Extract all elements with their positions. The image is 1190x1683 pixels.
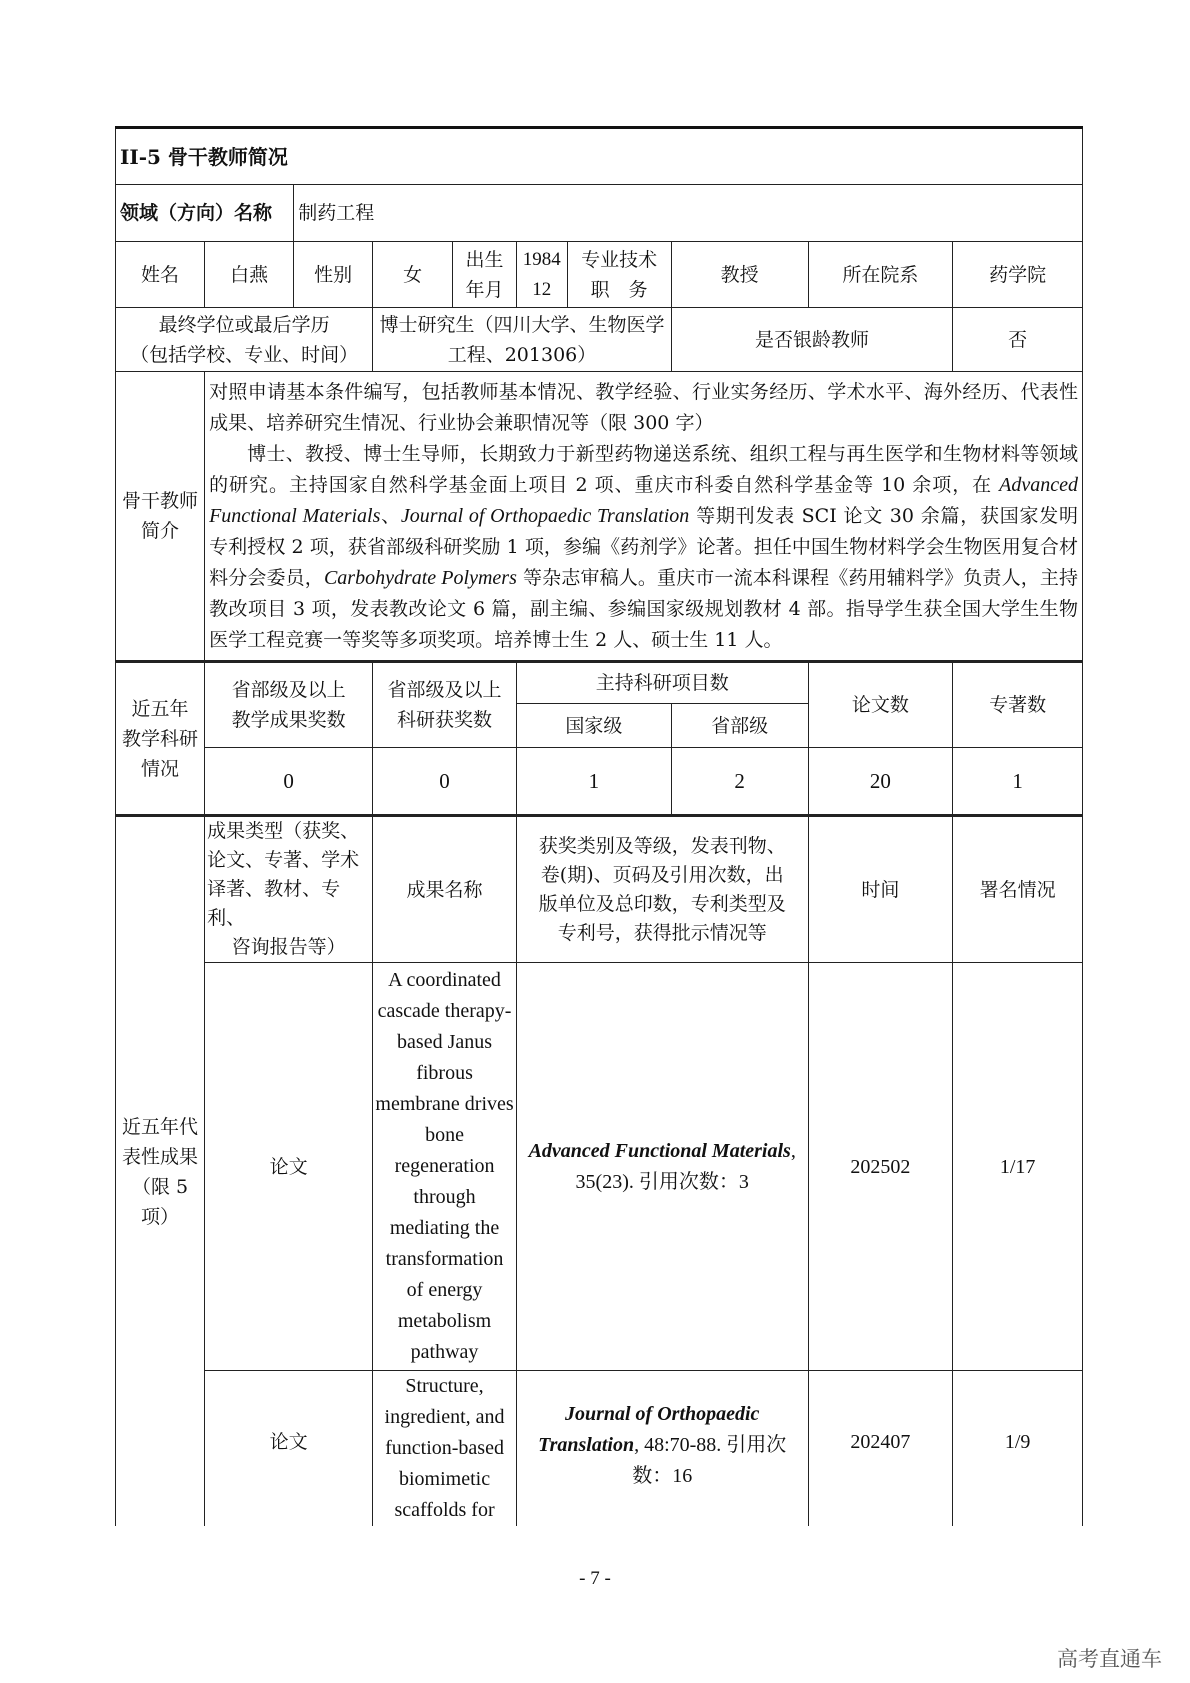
degree-label bbox=[116, 308, 373, 372]
page-number: - 7 - bbox=[579, 1568, 611, 1589]
gender-value: 女 bbox=[373, 242, 453, 308]
achievement-title: Structure, ingredient, and function-based biomimetic scaffolds for bbox=[373, 1371, 517, 1527]
h-type-2: 论文、专著、学术 bbox=[207, 849, 360, 871]
birth-year: 1984 bbox=[522, 248, 561, 270]
achievements-label bbox=[116, 816, 205, 1527]
val-books: 1 bbox=[953, 748, 1083, 816]
intro-journal-3: Carbohydrate Polymers bbox=[323, 566, 517, 589]
title-label-line-2: 职 务 bbox=[590, 278, 648, 301]
intro-label-line-2: 简介 bbox=[141, 520, 180, 542]
achievement-title: A coordinated cascade therapy-based Janus fibrous membrane drives bone regeneration through mediating the transformation of energy metabolism pathway bbox=[373, 963, 517, 1371]
field-label: 领域（方向）名称 bbox=[116, 185, 294, 242]
section-title: II-5 骨干教师简况 bbox=[116, 128, 1083, 185]
name-label: 姓名 bbox=[116, 242, 205, 308]
intro-journal-1: Advanced Functional Materials bbox=[209, 473, 1078, 527]
intro-text-2: 等期刊发表 SCI 论文 30 余篇，获国家发明专利授权 2 项，获省部级科研奖励 1 项，参编《药剂学》论著。担任中国生物材料学会生物医用复合材料分会委员， bbox=[209, 504, 1079, 589]
birth-value bbox=[516, 242, 567, 308]
degree-value-line-2: 工程、201306） bbox=[447, 343, 597, 366]
achievement-type: 论文 bbox=[205, 1371, 373, 1527]
h-teach-awards bbox=[205, 662, 373, 748]
achievements-label-1: 近五年代 bbox=[122, 1115, 199, 1138]
achievement-citation: , 35(23). 引用次数：3 bbox=[575, 1139, 796, 1193]
achievement-row bbox=[116, 1371, 1083, 1527]
h-teach-1: 省部级及以上 bbox=[231, 679, 346, 701]
achievement-sign: 1/9 bbox=[953, 1371, 1083, 1527]
h-papers: 论文数 bbox=[808, 662, 953, 748]
h-detail-1: 获奖类别及等级，发表刊物、 bbox=[538, 834, 786, 857]
achievements-label-2: 表性成果 bbox=[122, 1145, 199, 1168]
achievement-citation: , 48:70-88. 引用次数：16 bbox=[632, 1434, 787, 1487]
field-value: 制药工程 bbox=[294, 185, 1083, 242]
five-year-label bbox=[116, 662, 205, 816]
title-value: 教授 bbox=[671, 242, 808, 308]
h-achievement-time: 时间 bbox=[808, 816, 953, 963]
val-teach-awards: 0 bbox=[205, 748, 373, 816]
dept-label: 所在院系 bbox=[808, 242, 953, 308]
intro-journal-2: Journal of Orthopaedic Translation bbox=[400, 504, 690, 527]
intro-label bbox=[116, 372, 205, 662]
achievement-type: 论文 bbox=[205, 963, 373, 1371]
intro-body bbox=[205, 372, 1083, 662]
h-type-4: 咨询报告等） bbox=[231, 936, 346, 958]
val-provincial: 2 bbox=[671, 748, 808, 816]
name-value: 白燕 bbox=[205, 242, 294, 308]
degree-value-line-1: 博士研究生（四川大学、生物医学 bbox=[379, 313, 665, 336]
five-year-label-1: 近五年 bbox=[131, 697, 189, 720]
val-national: 1 bbox=[516, 748, 671, 816]
achievement-sign: 1/17 bbox=[953, 963, 1083, 1371]
h-sci-awards bbox=[373, 662, 517, 748]
h-teach-2: 教学成果奖数 bbox=[231, 709, 346, 731]
h-achievement-detail bbox=[516, 816, 808, 963]
h-detail-3: 版单位及总印数，专利类型及 bbox=[538, 892, 786, 915]
achievement-time: 202502 bbox=[808, 963, 953, 1371]
h-detail-4: 专利号，获得批示情况等 bbox=[557, 921, 767, 944]
title-label bbox=[567, 242, 671, 308]
h-books: 专著数 bbox=[953, 662, 1083, 748]
achievements-label-3: （限 5 项） bbox=[131, 1175, 189, 1228]
achievement-journal: Advanced Functional Materials bbox=[528, 1139, 791, 1162]
five-year-label-2: 教学科研 bbox=[122, 727, 199, 750]
achievement-detail bbox=[516, 963, 808, 1371]
silver-value: 否 bbox=[953, 308, 1083, 372]
intro-paragraph bbox=[209, 439, 1078, 656]
birth-month: 12 bbox=[532, 278, 552, 300]
intro-instruction: 对照申请基本条件编写，包括教师基本情况、教学经验、行业实务经历、学术水平、海外经历、代表性成果、培养研究生情况、行业协会兼职情况等（限 300 字） bbox=[209, 380, 1078, 434]
achievement-row bbox=[116, 963, 1083, 1371]
h-achievement-type bbox=[205, 816, 373, 963]
intro-sep: 、 bbox=[380, 504, 401, 527]
val-sci-awards: 0 bbox=[373, 748, 517, 816]
achievement-journal: Journal of Orthopaedic Translation bbox=[538, 1403, 760, 1456]
application-form bbox=[115, 126, 1083, 1526]
intro-text-1: 博士、教授、博士生导师，长期致力于新型药物递送系统、组织工程与再生医学和生物材料等领域的研究。主持国家自然科学基金面上项目 2 项、重庆市科委自然科学基金等 10 余项，在 bbox=[209, 442, 1078, 496]
silver-label: 是否银龄教师 bbox=[671, 308, 952, 372]
watermark-text: 高考直通车 bbox=[1057, 1647, 1162, 1671]
title-label-line-1: 专业技术 bbox=[581, 248, 658, 271]
five-year-label-3: 情况 bbox=[141, 757, 180, 780]
h-achievement-sign: 署名情况 bbox=[953, 816, 1083, 963]
gender-label: 性别 bbox=[294, 242, 373, 308]
h-provincial: 省部级 bbox=[671, 704, 808, 748]
degree-label-line-1: 最终学位或最后学历 bbox=[158, 313, 330, 336]
degree-value bbox=[373, 308, 672, 372]
h-type-1: 成果类型（获奖、 bbox=[207, 820, 360, 842]
teacher-profile-table bbox=[115, 126, 1083, 1526]
h-sci-2: 科研获奖数 bbox=[397, 709, 493, 731]
degree-label-line-2: （包括学校、专业、时间） bbox=[130, 343, 359, 366]
intro-label-line-1: 骨干教师 bbox=[122, 490, 199, 512]
intro-text-3: 等杂志审稿人。重庆市一流本科课程《药用辅料学》负责人，主持教改项目 3 项，发表教改论文 6 篇，副主编、参编国家级规划教材 4 部。指导学生获全国大学生生物医学工程竞赛一等奖等多项奖项。培养博士生 2 人、硕士生 11 人。 bbox=[209, 566, 1078, 651]
achievement-detail bbox=[516, 1371, 808, 1527]
h-projects: 主持科研项目数 bbox=[516, 662, 808, 704]
dept-value: 药学院 bbox=[953, 242, 1083, 308]
h-sci-1: 省部级及以上 bbox=[387, 679, 502, 701]
h-type-3: 译著、教材、专利、 bbox=[207, 878, 341, 929]
h-achievement-name: 成果名称 bbox=[373, 816, 517, 963]
h-national: 国家级 bbox=[516, 704, 671, 748]
h-detail-2: 卷(期)、页码及引用次数，出 bbox=[540, 863, 784, 886]
achievement-time: 202407 bbox=[808, 1371, 953, 1527]
birth-label-line-1: 出生 bbox=[465, 248, 504, 271]
val-papers: 20 bbox=[808, 748, 953, 816]
birth-label-line-2: 年月 bbox=[465, 278, 504, 301]
birth-label bbox=[453, 242, 517, 308]
